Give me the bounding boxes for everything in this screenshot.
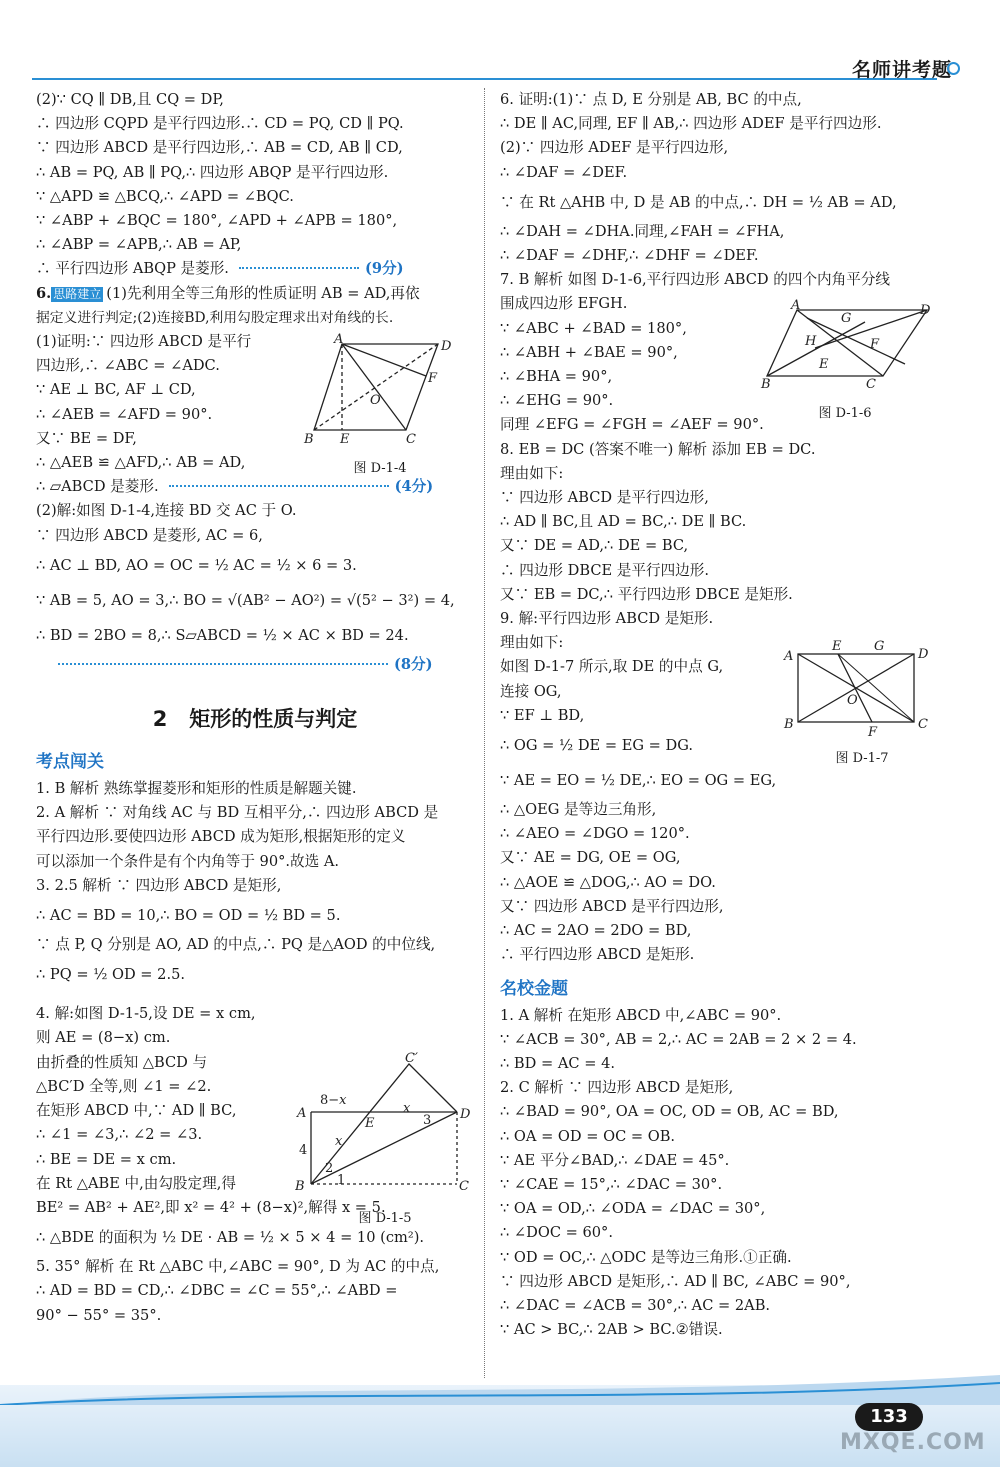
text-line: ∵ OA = OD,∴ ∠ODA = ∠DAC = 30°, [500, 1200, 766, 1218]
equation-line: ∴ AC = BD = 10,∴ BO = OD = ½ BD = 5. [36, 907, 341, 925]
text-line: 连接 OG, [500, 682, 562, 700]
text-line: ∴ ∠DAH = ∠DHA.同理,∠FAH = ∠FHA, [500, 222, 785, 240]
text-line: ∴ ∠DAC = ∠ACB = 30°,∴ AC = 2AB. [500, 1296, 771, 1314]
text-line: 9. 解:平行四边形 ABCD 是矩形. [500, 610, 714, 628]
text-line: ∵ 四边形 ABCD 是平行四边形,∴ AB = CD, AB ∥ CD, [36, 139, 403, 157]
text-line: ∵ 四边形 ABCD 是菱形, AC = 6, [36, 526, 263, 544]
svg-text:C: C [918, 717, 928, 732]
figure-caption: 图 D-1-6 [818, 406, 872, 421]
figure-caption: 图 D-1-5 [358, 1211, 412, 1226]
svg-text:G: G [841, 311, 852, 326]
svg-text:C′: C′ [405, 1051, 418, 1066]
dotted-leader [58, 663, 388, 665]
svg-text:B: B [761, 377, 771, 392]
score: (8分) [394, 655, 433, 673]
rhombus-diagram [300, 332, 460, 447]
text-line [36, 282, 474, 306]
text-line: ∴ △AOE ≌ △DOG,∴ AO = DO. [500, 873, 716, 891]
text-line [36, 257, 474, 281]
text-line: ∵ 四边形 ABCD 是平行四边形, [500, 489, 709, 507]
watermark: MXQE.COM [840, 1430, 986, 1455]
svg-text:E: E [832, 639, 842, 654]
svg-text:8−x: 8−x [320, 1093, 347, 1108]
svg-text:E: E [340, 432, 350, 447]
text-line: ∴ 四边形 CQPD 是平行四边形.∴ CD = PQ, CD ∥ PQ. [36, 115, 404, 133]
section-title [36, 691, 474, 747]
svg-text:F: F [868, 725, 878, 740]
text-line: ∴ ∠DAF = ∠DHF,∴ ∠DHF = ∠DEF. [500, 247, 759, 265]
text-line: ∴ 四边形 DBCE 是平行四边形. [500, 561, 710, 579]
text-line: 如图 D-1-7 所示,取 DE 的中点 G, [500, 658, 724, 676]
text-line: 90° − 55° = 35°. [36, 1306, 162, 1324]
figure-caption: 图 D-1-4 [353, 461, 407, 476]
svg-text:x: x [335, 1134, 343, 1149]
svg-text:D: D [920, 303, 931, 318]
svg-text:B: B [784, 717, 794, 732]
text-line: 2. A 解析 ∵ 对角线 AC 与 BD 互相平分,∴ 四边形 ABCD 是 [36, 804, 439, 822]
text-line: BE² = AB² + AE²,即 x² = 4² + (8−x)²,解得 x = 5. [36, 1198, 386, 1216]
hint-line: (1)先利用全等三角形的性质证明 AB = AD,再依 [106, 284, 420, 302]
tag-label: 思路建立 [53, 286, 102, 301]
dotted-leader [169, 485, 389, 487]
text-line: ∴ △OEG 是等边三角形, [500, 801, 657, 819]
svg-text:E: E [365, 1116, 375, 1131]
svg-text:A: A [334, 332, 344, 347]
text-line: 理由如下: [500, 464, 564, 482]
text-line: (1)证明:∵ 四边形 ABCD 是平行 [36, 333, 252, 351]
text-line: ∴ AD = BD = CD,∴ ∠DBC = ∠C = 55°,∴ ∠ABD = [36, 1282, 398, 1300]
text-line: ∴ ∠BHA = 90°, [500, 368, 613, 386]
text-line: ∵ AC > BC,∴ 2AB > BC.②错误. [500, 1321, 723, 1339]
text-line: 可以添加一个条件是有个内角等于 90°.故选 A. [36, 852, 340, 870]
svg-text:F: F [870, 337, 880, 352]
text-line: 5. 35° 解析 在 Rt △ABC 中,∠ABC = 90°, D 为 AC 的中点, [36, 1258, 440, 1276]
svg-text:E: E [819, 357, 829, 372]
text-line: ∴ BE = DE = x cm. [36, 1150, 177, 1168]
svg-text:O: O [370, 393, 381, 408]
section-number: 2 [152, 707, 168, 732]
text-line: 同理 ∠EFG = ∠FGH = ∠AEF = 90°. [500, 416, 764, 434]
question-number: 6. [36, 284, 52, 302]
figure-caption: 图 D-1-7 [835, 751, 889, 766]
header-dot-icon [947, 62, 960, 75]
figure-d-1-7 [782, 638, 942, 768]
svg-text:3: 3 [423, 1113, 432, 1128]
header-rule [32, 78, 937, 80]
equation-line: ∴ BD = 2BO = 8,∴ S▱ABCD = ½ × AC × BD = 24. [36, 626, 409, 644]
text-line: ∴ ∠1 = ∠3,∴ ∠2 = ∠3. [36, 1126, 203, 1144]
text-line: ∴ ∠AEB = ∠AFD = 90°. [36, 405, 213, 423]
dotted-leader [239, 267, 359, 269]
parallelogram-bisector-diagram [755, 298, 935, 398]
equation-line: ∴ △BDE 的面积为 ½ DE · AB = ½ × 5 × 4 = 10 (cm²). [36, 1229, 425, 1247]
equation-line: ∵ 在 Rt △AHB 中, D 是 AB 的中点,∴ DH = ½ AB = AD, [500, 193, 897, 211]
text-line: ∵ ∠ABC + ∠BAD = 180°, [500, 319, 687, 337]
text-line: ∴ ∠EHG = 90°. [500, 392, 614, 410]
text-line: 围成四边形 EFGH. [500, 295, 628, 313]
text-line: 6. 证明:(1)∵ 点 D, E 分别是 AB, BC 的中点, [500, 91, 802, 108]
text-line: 2. C 解析 ∵ 四边形 ABCD 是矩形, [500, 1079, 734, 1097]
text-line: ∵ OD = OC,∴ △ODC 是等边三角形.①正确. [500, 1248, 792, 1266]
text-line: 3. 2.5 解析 ∵ 四边形 ABCD 是矩形, [36, 876, 282, 894]
text-line: ∴ DE ∥ AC,同理, EF ∥ AB,∴ 四边形 ADEF 是平行四边形. [500, 115, 882, 133]
svg-text:D: D [918, 647, 929, 662]
page-number: 133 [855, 1403, 923, 1431]
svg-text:D: D [441, 339, 452, 354]
conclusion: ∴ 平行四边形 ABQP 是菱形. [36, 260, 229, 278]
svg-text:O: O [847, 693, 858, 708]
text-line: 据定义进行判定;(2)连接BD,利用勾股定理求出对角线的长. [36, 309, 394, 326]
section-name: 矩形的性质与判定 [189, 707, 358, 732]
text-line: ∴ AC = 2AO = 2DO = BD, [500, 922, 692, 940]
svg-text:1: 1 [337, 1173, 346, 1188]
equation-line: ∴ OG = ½ DE = EG = DG. [500, 737, 693, 755]
text-line: ∵ 四边形 ABCD 是矩形,∴ AD ∥ BC, ∠ABC = 90°, [500, 1272, 851, 1290]
text-line: ∵ AE ⊥ BC, AF ⊥ CD, [36, 381, 196, 399]
text-line: ∴ ∠AEO = ∠DGO = 120°. [500, 825, 690, 843]
text-line: ∴ OA = OD = OC = OB. [500, 1127, 676, 1145]
text-line: ∵ EF ⊥ BD, [500, 706, 585, 724]
text-line: ∴ 平行四边形 ABCD 是矩形. [500, 946, 695, 964]
svg-text:F: F [428, 371, 438, 386]
footer-wave [0, 1375, 1000, 1405]
text-line: ∵ ∠CAE = 15°,∴ ∠DAC = 30°. [500, 1175, 723, 1193]
header-title: 名师讲考题 [851, 59, 952, 81]
text-line: 又∵ 四边形 ABCD 是平行四边形, [500, 897, 724, 915]
subsection-title: 名校金题 [500, 978, 568, 999]
svg-text:C: C [866, 377, 876, 392]
text-line: ∴ ∠DOC = 60°. [500, 1224, 613, 1242]
text-line: ∵ AE 平分∠BAD,∴ ∠DAE = 45°. [500, 1151, 730, 1169]
conclusion: ∴ ▱ABCD 是菱形. [36, 478, 159, 496]
equation-line: ∵ AB = 5, AO = 3,∴ BO = √(AB² − AO²) = √(5² − 3²) = 4, [36, 591, 455, 609]
text-line: 1. A 解析 在矩形 ABCD 中,∠ABC = 90°. [500, 1006, 782, 1024]
equation-line: ∴ PQ = ½ OD = 2.5. [36, 966, 186, 984]
text-line: 4. 解:如图 D-1-5,设 DE = x cm, [36, 1005, 256, 1023]
svg-text:C: C [459, 1179, 469, 1194]
text-line: 又∵ AE = DG, OE = OG, [500, 849, 681, 867]
svg-text:2: 2 [325, 1161, 334, 1176]
svg-text:4: 4 [299, 1143, 308, 1158]
text-line: ∵ 点 P, Q 分别是 AO, AD 的中点,∴ PQ 是△AOD 的中位线, [36, 936, 436, 954]
text-line: 7. B 解析 如图 D-1-6,平行四边形 ABCD 的四个内角平分线 [500, 271, 891, 289]
text-line: 又∵ EB = DC,∴ 平行四边形 DBCE 是矩形. [500, 585, 793, 603]
svg-text:D: D [460, 1107, 471, 1122]
text-line [36, 653, 474, 677]
subsection-title: 考点闯关 [36, 752, 104, 773]
text-line: 在矩形 ABCD 中,∵ AD ∥ BC, [36, 1102, 237, 1120]
svg-text:B: B [304, 432, 314, 447]
figure-d-1-5 [295, 1050, 475, 1226]
text-line: 则 AE = (8−x) cm. [36, 1029, 171, 1047]
svg-text:G: G [874, 639, 885, 654]
text-line: ∴ AD ∥ BC,且 AD = BC,∴ DE ∥ BC. [500, 513, 747, 531]
svg-text:A: A [297, 1106, 307, 1121]
text-line: 由折叠的性质知 △BCD 与 [36, 1053, 208, 1071]
text-line: 理由如下: [500, 634, 564, 652]
text-line: ∵ △APD ≌ △BCQ,∴ ∠APD = ∠BQC. [36, 187, 294, 205]
text-line: (2)∵ 四边形 ADEF 是平行四边形, [500, 139, 729, 157]
svg-text:A: A [791, 298, 801, 313]
text-line: (2)∵ CQ ∥ DB,且 CQ = DP, [36, 91, 224, 108]
part1 [36, 88, 474, 282]
svg-text:x: x [403, 1101, 411, 1116]
svg-text:H: H [805, 334, 817, 349]
figure-d-1-6 [755, 298, 935, 423]
text-line: ∴ ∠DAF = ∠DEF. [500, 163, 628, 181]
text-line: 又∵ BE = DF, [36, 429, 137, 447]
text-line: ∴ △AEB ≌ △AFD,∴ AB = AD, [36, 454, 246, 472]
score: (9分) [364, 260, 404, 278]
answer-q1: 1. B 解析 熟练掌握菱形和矩形的性质是解题关键. [36, 780, 357, 798]
text-line: ∴ ∠BAD = 90°, OA = OC, OD = OB, AC = BD, [500, 1103, 839, 1121]
rectangle-diagonal-diagram [782, 638, 942, 743]
equation-line: ∵ AE = EO = ½ DE,∴ EO = OG = EG, [500, 772, 777, 790]
text-line: ∵ ∠ABP + ∠BQC = 180°, ∠APD + ∠APB = 180°, [36, 212, 398, 230]
text-line: ∴ ∠ABH + ∠BAE = 90°, [500, 343, 678, 361]
text-line: 平行四边形.要使四边形 ABCD 成为矩形,根据矩形的定义 [36, 828, 406, 846]
svg-text:A: A [784, 649, 794, 664]
text-line: 在 Rt △ABE 中,由勾股定理,得 [36, 1174, 236, 1192]
svg-text:B: B [295, 1179, 305, 1194]
text-line: ∴ ∠ABP = ∠APB,∴ AB = AP, [36, 236, 242, 254]
score: (4分) [394, 478, 434, 496]
text-line: 又∵ DE = AD,∴ DE = BC, [500, 537, 689, 555]
svg-text:C: C [406, 432, 416, 447]
text-line: △BC′D 全等,则 ∠1 = ∠2. [36, 1077, 212, 1095]
equation-line: ∴ AC ⊥ BD, AO = OC = ½ AC = ½ × 6 = 3. [36, 556, 357, 574]
text-line [36, 475, 474, 499]
text-line: ∴ BD = AC = 4. [500, 1054, 615, 1072]
folded-rectangle-diagram [295, 1050, 475, 1195]
text-line: ∵ ∠ACB = 30°, AB = 2,∴ AC = 2AB = 2 × 2 = 4. [500, 1030, 857, 1048]
text-line: 8. EB = DC (答案不唯一) 解析 添加 EB = DC. [500, 440, 816, 458]
text-line: 四边形,∴ ∠ABC = ∠ADC. [36, 357, 220, 375]
column-divider [484, 88, 485, 1378]
figure-d-1-4 [300, 332, 460, 477]
text-line: (2)解:如图 D-1-4,连接 BD 交 AC 于 O. [36, 502, 297, 520]
text-line: ∴ AB = PQ, AB ∥ PQ,∴ 四边形 ABQP 是平行四边形. [36, 163, 389, 181]
